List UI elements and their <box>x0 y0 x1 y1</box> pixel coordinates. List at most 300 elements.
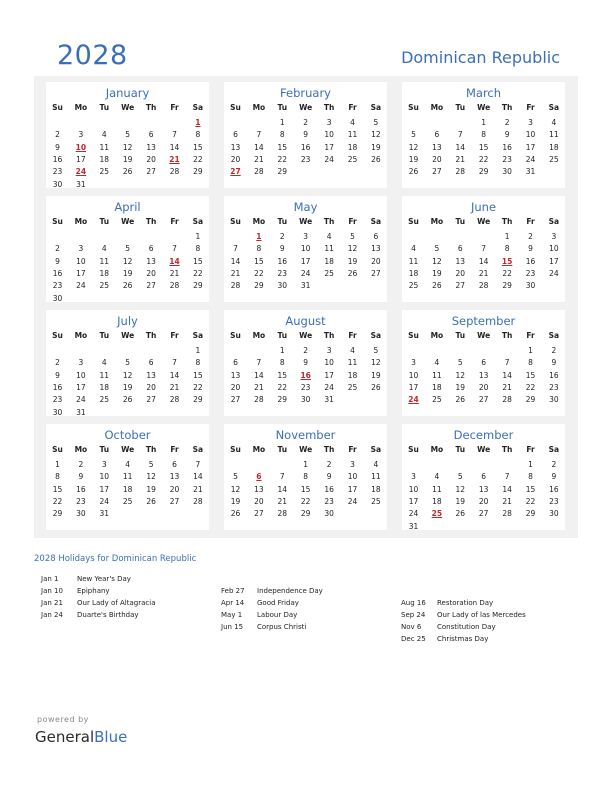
day-cell: 7 <box>233 244 238 254</box>
day-cell: 13 <box>254 484 264 494</box>
day-cell: 30 <box>277 281 288 291</box>
day-cell: 12 <box>122 256 133 266</box>
weekday-header: Sa <box>548 331 560 340</box>
day-cell: 6 <box>434 130 440 140</box>
day-cell: 22 <box>193 154 203 164</box>
day-cell: 13 <box>455 256 466 266</box>
weekday-header: Th <box>501 445 513 454</box>
weekday-header: Su <box>52 217 63 226</box>
month-september <box>402 310 565 416</box>
day-cell: 22 <box>193 268 203 278</box>
weekday-header: Su <box>52 445 63 454</box>
day-cell: 30 <box>76 509 86 519</box>
day-cell: 2 <box>303 346 309 355</box>
day-cell: 11 <box>432 370 442 380</box>
day-cell: 15 <box>52 484 63 494</box>
weekday-header: We <box>477 103 491 112</box>
day-cell: 7 <box>279 472 285 482</box>
day-cell: 30 <box>52 179 63 189</box>
day-cell: 21 <box>254 382 264 392</box>
day-cell: 3 <box>411 358 416 368</box>
day-cell: 12 <box>347 244 358 254</box>
day-cell: 5 <box>233 472 238 482</box>
day-cell: 15 <box>193 370 203 380</box>
day-cell: 31 <box>300 281 311 291</box>
day-cell: 27 <box>146 281 156 291</box>
day-cell: 24 <box>300 268 311 278</box>
day-cell: 16 <box>52 268 63 278</box>
month-name: April <box>114 200 141 214</box>
weekday-header: Tu <box>277 217 288 226</box>
weekday-header: Tu <box>455 217 466 226</box>
day-cell: 3 <box>326 346 332 355</box>
day-cell: 1 <box>279 346 285 355</box>
holiday-name: Christmas Day <box>437 635 489 643</box>
day-cell: 26 <box>230 509 241 519</box>
month-name: July <box>117 314 138 328</box>
day-cell: 4 <box>350 118 355 127</box>
day-cell: 18 <box>99 154 110 164</box>
day-cell: 11 <box>408 256 419 266</box>
day-cell: 6 <box>148 358 154 368</box>
day-cell: 10 <box>408 484 419 494</box>
weekday-header: We <box>477 331 491 340</box>
day-cell: 31 <box>99 509 110 519</box>
day-cell: 29 <box>525 509 536 519</box>
weekday-header: Th <box>501 331 513 340</box>
month-name: June <box>470 200 497 214</box>
day-cell: 26 <box>371 154 381 164</box>
weekday-header: Fr <box>170 445 179 454</box>
day-cell: 24 <box>347 496 358 506</box>
month-june <box>402 196 565 302</box>
day-cell: 1 <box>195 232 201 241</box>
day-cell: 25 <box>122 496 133 506</box>
day-cell: 14 <box>169 142 180 152</box>
day-cell: 1 <box>481 118 487 127</box>
day-cell: 28 <box>254 167 264 177</box>
day-cell: 12 <box>230 484 241 494</box>
day-cell: 25 <box>347 154 358 164</box>
holiday-day: 16 <box>300 370 311 380</box>
day-cell: 23 <box>549 496 559 506</box>
weekday-header: Mo <box>74 445 88 454</box>
day-cell: 18 <box>99 268 110 278</box>
day-cell: 26 <box>122 281 133 291</box>
day-cell: 19 <box>432 268 442 278</box>
day-cell: 3 <box>528 118 533 127</box>
day-cell: 17 <box>99 484 110 494</box>
day-cell: 4 <box>551 118 557 127</box>
holiday-name: Labour Day <box>257 611 298 619</box>
day-cell: 30 <box>300 395 311 405</box>
day-cell: 19 <box>122 382 133 392</box>
weekday-header: Fr <box>170 217 179 226</box>
day-cell: 5 <box>125 358 131 368</box>
day-cell: 25 <box>99 167 110 177</box>
holiday-name: Good Friday <box>257 599 299 607</box>
day-cell: 21 <box>502 382 512 392</box>
holiday-day: 14 <box>169 256 180 266</box>
month-october <box>46 424 209 530</box>
day-cell: 23 <box>76 496 86 506</box>
month-name: January <box>105 86 150 100</box>
weekday-header: Tu <box>99 445 110 454</box>
day-cell: 28 <box>169 167 180 177</box>
holiday-date: Nov 6 <box>401 623 422 631</box>
day-cell: 26 <box>408 167 419 177</box>
day-cell: 3 <box>78 244 84 254</box>
weekday-header: Mo <box>252 217 266 226</box>
day-cell: 12 <box>455 484 466 494</box>
weekday-header: Tu <box>277 331 288 340</box>
day-cell: 30 <box>52 407 63 417</box>
day-cell: 9 <box>55 370 60 380</box>
holiday-date: Jan 21 <box>41 599 63 607</box>
weekday-header: We <box>299 331 313 340</box>
weekday-header: Th <box>323 103 335 112</box>
day-cell: 4 <box>101 130 107 140</box>
weekday-header: Fr <box>348 103 357 112</box>
day-cell: 15 <box>300 484 311 494</box>
day-cell: 7 <box>172 130 177 140</box>
day-cell: 12 <box>371 358 381 368</box>
day-cell: 20 <box>146 268 156 278</box>
day-cell: 31 <box>408 521 419 531</box>
weekday-header: We <box>477 445 491 454</box>
day-cell: 15 <box>254 256 264 266</box>
day-cell: 17 <box>408 496 419 506</box>
day-cell: 26 <box>347 268 358 278</box>
day-cell: 26 <box>455 395 466 405</box>
holiday-date: Feb 27 <box>221 587 245 595</box>
day-cell: 28 <box>169 395 180 405</box>
day-cell: 22 <box>300 496 311 506</box>
day-cell: 29 <box>525 395 536 405</box>
holiday-day: 24 <box>75 167 87 177</box>
day-cell: 15 <box>478 142 489 152</box>
day-cell: 2 <box>78 460 84 469</box>
day-cell: 2 <box>528 232 533 241</box>
day-cell: 15 <box>193 142 203 152</box>
day-cell: 20 <box>478 382 489 392</box>
calendar-grid <box>34 76 578 538</box>
weekday-header: Tu <box>277 445 288 454</box>
weekday-header: Mo <box>252 103 266 112</box>
day-cell: 20 <box>371 256 381 266</box>
day-cell: 5 <box>125 244 131 254</box>
weekday-header: Fr <box>526 217 535 226</box>
day-cell: 27 <box>478 395 489 405</box>
day-cell: 22 <box>277 382 288 392</box>
day-cell: 11 <box>122 472 133 482</box>
day-cell: 24 <box>76 281 86 291</box>
day-cell: 28 <box>502 395 512 405</box>
day-cell: 22 <box>193 382 203 392</box>
day-cell: 24 <box>324 382 334 392</box>
day-cell: 18 <box>122 484 133 494</box>
day-cell: 15 <box>525 484 536 494</box>
weekday-header: Su <box>230 217 241 226</box>
weekday-header: Mo <box>252 331 266 340</box>
day-cell: 12 <box>146 472 156 482</box>
day-cell: 17 <box>300 256 311 266</box>
day-cell: 14 <box>502 484 512 494</box>
day-cell: 8 <box>279 358 285 368</box>
month-name: May <box>293 200 318 214</box>
day-cell: 2 <box>326 460 332 469</box>
day-cell: 18 <box>347 142 358 152</box>
day-cell: 3 <box>326 118 332 127</box>
weekday-header: Th <box>145 331 157 340</box>
weekday-header: Tu <box>99 217 110 226</box>
weekday-header: Sa <box>192 331 204 340</box>
day-cell: 9 <box>504 130 510 140</box>
day-cell: 6 <box>233 130 238 140</box>
day-cell: 4 <box>434 472 440 482</box>
day-cell: 5 <box>350 232 355 241</box>
day-cell: 22 <box>277 154 288 164</box>
day-cell: 25 <box>347 382 358 392</box>
day-cell: 12 <box>432 256 442 266</box>
weekday-header: We <box>121 331 135 340</box>
day-cell: 25 <box>99 395 110 405</box>
weekday-header: Sa <box>548 103 560 112</box>
month-december <box>402 424 565 530</box>
day-cell: 10 <box>76 370 86 380</box>
day-cell: 16 <box>52 154 63 164</box>
day-cell: 12 <box>371 130 381 140</box>
day-cell: 28 <box>254 395 264 405</box>
day-cell: 27 <box>455 281 466 291</box>
day-cell: 2 <box>55 358 60 368</box>
day-cell: 29 <box>193 167 203 177</box>
day-cell: 10 <box>99 472 110 482</box>
weekday-header: Th <box>323 331 335 340</box>
weekday-header: Th <box>501 103 513 112</box>
weekday-header: Mo <box>430 331 444 340</box>
weekday-header: Sa <box>548 445 560 454</box>
day-cell: 24 <box>324 154 334 164</box>
day-cell: 30 <box>502 167 512 177</box>
weekday-header: Fr <box>348 331 357 340</box>
day-cell: 7 <box>504 472 510 482</box>
day-cell: 7 <box>172 244 177 254</box>
day-cell: 13 <box>146 142 156 152</box>
day-cell: 22 <box>478 154 489 164</box>
day-cell: 7 <box>481 244 487 254</box>
holiday-day: 24 <box>408 395 419 405</box>
holiday-name: Our Lady of Altagracia <box>77 599 156 607</box>
weekday-header: Mo <box>74 217 88 226</box>
weekday-header: Fr <box>170 103 179 112</box>
weekday-header: Mo <box>252 445 266 454</box>
day-cell: 14 <box>502 370 512 380</box>
day-cell: 18 <box>432 496 442 506</box>
day-cell: 21 <box>169 382 180 392</box>
day-cell: 14 <box>169 370 180 380</box>
day-cell: 4 <box>350 346 355 355</box>
day-cell: 4 <box>101 358 107 368</box>
weekday-header: Tu <box>99 103 110 112</box>
day-cell: 15 <box>277 370 288 380</box>
day-cell: 12 <box>122 142 133 152</box>
day-cell: 26 <box>371 382 381 392</box>
day-cell: 17 <box>324 142 334 152</box>
holiday-date: Jun 15 <box>221 623 244 631</box>
day-cell: 25 <box>549 154 559 164</box>
holiday-date: Apr 14 <box>221 599 245 607</box>
day-cell: 13 <box>230 142 241 152</box>
day-cell: 21 <box>478 268 489 278</box>
day-cell: 27 <box>371 268 381 278</box>
holiday-day: 25 <box>431 509 443 519</box>
weekday-header: We <box>299 445 313 454</box>
generalblue-logo <box>35 728 127 746</box>
weekday-header: Fr <box>348 445 357 454</box>
day-cell: 4 <box>125 460 131 469</box>
day-cell: 6 <box>481 472 487 482</box>
day-cell: 22 <box>502 268 512 278</box>
day-cell: 6 <box>148 130 154 140</box>
day-cell: 2 <box>279 232 285 241</box>
brand-blue-text: Blue <box>94 728 128 746</box>
day-cell: 16 <box>549 484 559 494</box>
holidays-heading: 2028 Holidays for Dominican Republic <box>34 554 197 564</box>
day-cell: 4 <box>326 232 332 241</box>
day-cell: 1 <box>195 346 201 355</box>
day-cell: 31 <box>76 179 86 189</box>
day-cell: 23 <box>549 382 559 392</box>
holiday-name: Independence Day <box>257 587 323 595</box>
day-cell: 31 <box>525 167 536 177</box>
holiday-day: 6 <box>256 472 262 482</box>
country-title: Dominican Republic <box>401 48 560 67</box>
day-cell: 23 <box>52 167 63 177</box>
weekday-header: We <box>121 103 135 112</box>
day-cell: 19 <box>455 382 466 392</box>
day-cell: 20 <box>146 382 156 392</box>
day-cell: 28 <box>277 509 288 519</box>
day-cell: 17 <box>408 382 419 392</box>
day-cell: 31 <box>76 407 86 417</box>
day-cell: 13 <box>146 370 156 380</box>
day-cell: 8 <box>195 130 201 140</box>
day-cell: 11 <box>99 142 110 152</box>
day-cell: 27 <box>432 167 442 177</box>
day-cell: 28 <box>230 281 241 291</box>
holiday-date: Sep 24 <box>401 611 426 619</box>
day-cell: 24 <box>525 154 536 164</box>
weekday-header: Th <box>323 445 335 454</box>
month-august <box>224 310 387 416</box>
day-cell: 12 <box>408 142 419 152</box>
weekday-header: Su <box>230 103 241 112</box>
holiday-name: Epiphany <box>77 587 110 595</box>
day-cell: 1 <box>528 346 533 355</box>
day-cell: 9 <box>55 142 60 152</box>
day-cell: 10 <box>76 256 86 266</box>
weekday-header: We <box>477 217 491 226</box>
day-cell: 13 <box>146 256 156 266</box>
day-cell: 1 <box>55 460 60 469</box>
day-cell: 18 <box>432 382 442 392</box>
day-cell: 14 <box>193 472 203 482</box>
month-may <box>224 196 387 302</box>
day-cell: 20 <box>230 382 241 392</box>
holiday-date: Aug 16 <box>401 599 426 607</box>
month-name: September <box>451 314 516 328</box>
day-cell: 9 <box>303 130 309 140</box>
day-cell: 23 <box>52 281 63 291</box>
day-cell: 9 <box>303 358 309 368</box>
holiday-date: Jan 10 <box>41 587 63 595</box>
day-cell: 3 <box>303 232 309 241</box>
day-cell: 9 <box>528 244 533 254</box>
day-cell: 8 <box>55 472 60 482</box>
day-cell: 20 <box>169 484 180 494</box>
month-april <box>46 196 209 302</box>
day-cell: 11 <box>371 472 381 482</box>
day-cell: 2 <box>551 346 557 355</box>
day-cell: 17 <box>347 484 358 494</box>
day-cell: 19 <box>122 268 133 278</box>
day-cell: 5 <box>411 130 416 140</box>
month-march <box>402 82 565 188</box>
day-cell: 26 <box>455 509 466 519</box>
month-name: December <box>453 428 514 442</box>
day-cell: 16 <box>52 382 63 392</box>
day-cell: 28 <box>478 281 489 291</box>
day-cell: 13 <box>432 142 442 152</box>
day-cell: 16 <box>525 256 536 266</box>
weekday-header: Mo <box>430 445 444 454</box>
weekday-header: Su <box>52 331 63 340</box>
day-cell: 13 <box>230 370 241 380</box>
day-cell: 8 <box>256 244 262 254</box>
day-cell: 22 <box>254 268 264 278</box>
day-cell: 29 <box>277 395 288 405</box>
day-cell: 17 <box>76 382 86 392</box>
day-cell: 11 <box>432 484 442 494</box>
day-cell: 18 <box>347 370 358 380</box>
month-name: August <box>285 314 326 328</box>
day-cell: 30 <box>324 509 334 519</box>
day-cell: 18 <box>324 256 334 266</box>
day-cell: 27 <box>254 509 264 519</box>
day-cell: 23 <box>525 268 536 278</box>
weekday-header: Su <box>408 331 419 340</box>
weekday-header: Tu <box>455 445 466 454</box>
day-cell: 2 <box>303 118 309 127</box>
day-cell: 21 <box>277 496 288 506</box>
day-cell: 23 <box>300 382 311 392</box>
day-cell: 11 <box>347 358 358 368</box>
weekday-header: Sa <box>548 217 560 226</box>
day-cell: 8 <box>528 358 533 368</box>
day-cell: 8 <box>504 244 510 254</box>
day-cell: 16 <box>549 370 559 380</box>
day-cell: 11 <box>99 256 110 266</box>
day-cell: 1 <box>528 460 533 469</box>
weekday-header: Fr <box>526 103 535 112</box>
weekday-header: We <box>121 217 135 226</box>
day-cell: 19 <box>347 256 358 266</box>
holiday-date: Jan 24 <box>41 611 63 619</box>
day-cell: 26 <box>122 395 133 405</box>
day-cell: 5 <box>373 346 379 355</box>
weekday-header: Sa <box>370 217 382 226</box>
